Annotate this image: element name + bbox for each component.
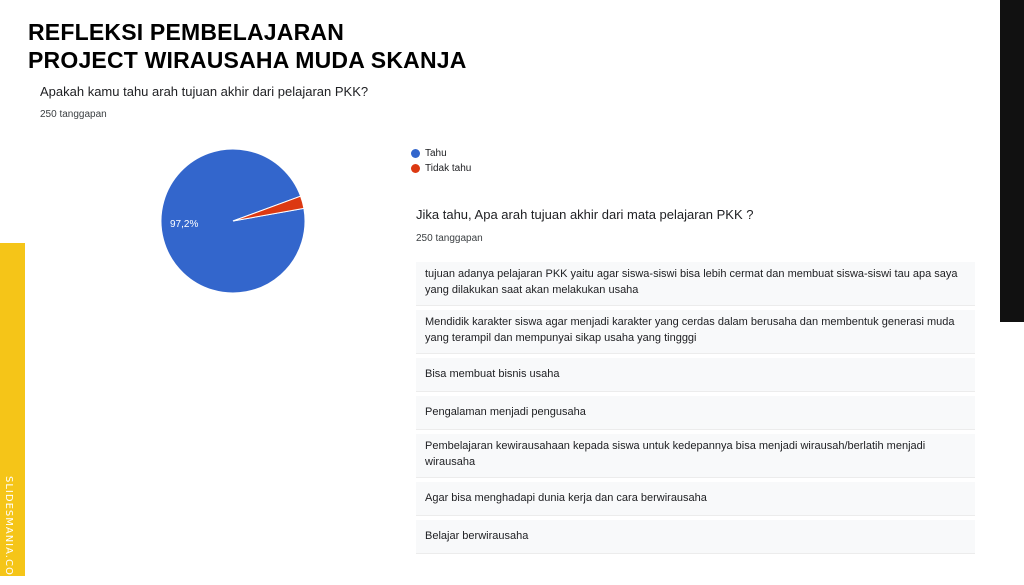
legend-label: Tahu	[425, 148, 447, 159]
legend-item	[411, 161, 471, 176]
answer-item: tujuan adanya pelajaran PKK yaitu agar siswa-siswi bisa lebih cermat dan membuat siswa-siswi tau apa saya yang dilakukan saat akan melakukan usaha	[416, 262, 975, 306]
answer-item: Bisa membuat bisnis usaha	[416, 358, 975, 392]
question1-text: Apakah kamu tahu arah tujuan akhir dari pelajaran PKK?	[40, 84, 369, 99]
legend-swatch	[411, 164, 420, 173]
answer-item: Mendidik karakter siswa agar menjadi karakter yang cerdas dalam berusaha dan membentuk generasi muda yang terampil dan mempunyai sikap usaha yang tingggi	[416, 310, 975, 354]
pie-slice-label: 97,2%	[170, 219, 199, 230]
answer-item: Belajar berwirausaha	[416, 520, 975, 554]
legend-swatch	[411, 149, 420, 158]
legend-label: Tidak tahu	[425, 163, 472, 174]
slide-title-line1: REFLEKSI PEMBELAJARAN	[28, 19, 345, 45]
question2-response-count: 250 tanggapan	[416, 233, 483, 244]
decorative-black-bar	[1000, 0, 1024, 322]
chart-legend	[411, 146, 471, 176]
answer-item: Pengalaman menjadi pengusaha	[416, 396, 975, 430]
slide-title-line2: PROJECT WIRAUSAHA MUDA SKANJA	[28, 47, 467, 73]
question2-text: Jika tahu, Apa arah tujuan akhir dari mata pelajaran PKK ?	[416, 207, 754, 222]
answer-item: Agar bisa menghadapi dunia kerja dan cara berwirausaha	[416, 482, 975, 516]
slide-title	[28, 18, 467, 74]
pie-chart	[150, 138, 320, 308]
legend-item	[411, 146, 471, 161]
question1-response-count: 250 tanggapan	[40, 109, 107, 120]
answer-item: Pembelajaran kewirausahaan kepada siswa untuk kedepannya bisa menjadi wirausah/berlatih menjadi wirausaha	[416, 434, 975, 478]
answer-list	[416, 262, 975, 558]
watermark-text: SLIDESMANIA.COM	[3, 476, 14, 585]
